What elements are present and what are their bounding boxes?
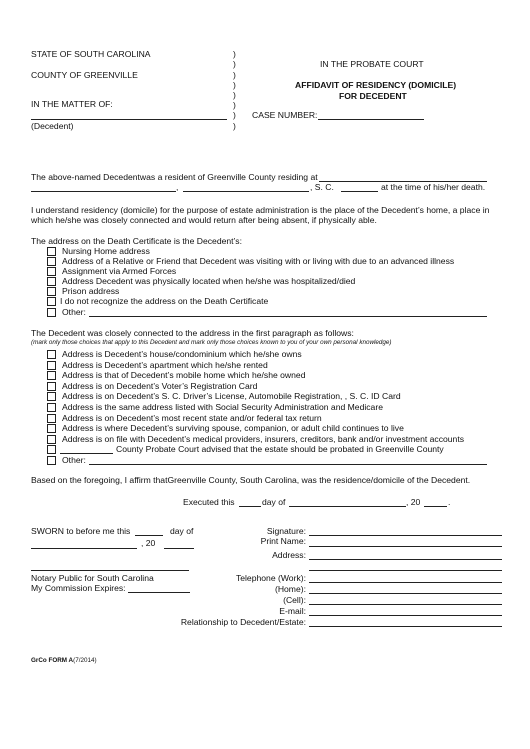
executed-label: Executed this	[183, 497, 235, 507]
executed-year-label: , 20	[406, 497, 421, 507]
relationship-line[interactable]	[309, 626, 502, 627]
checkbox[interactable]	[47, 277, 56, 286]
print-name-label: Print Name:	[260, 536, 306, 546]
sworn-day-line[interactable]	[135, 535, 163, 536]
commission-label: My Commission Expires:	[31, 583, 126, 593]
telephone-cell-label: (Cell):	[283, 595, 306, 605]
bracket: )	[233, 49, 236, 59]
sworn-year-label: , 20	[141, 538, 156, 548]
understand-text-2: which he/she was closely connected and would return after being absent, if physically able.	[31, 215, 377, 225]
checkbox[interactable]	[47, 267, 56, 276]
form-id: GrCo FORM A	[31, 657, 74, 664]
checkbox[interactable]	[47, 287, 56, 296]
intro-text: The above-named Decedentwas a resident of Greenville County residing at	[31, 172, 318, 182]
death-cert-option: I do not recognize the address on the Death Certificate	[60, 296, 269, 306]
death-cert-option: Address of a Relative or Friend that Decedent was visiting with or living with due to an advanced illness	[62, 256, 455, 266]
email-line[interactable]	[309, 615, 502, 616]
sc-label: , S. C.	[310, 182, 334, 192]
email-label: E-mail:	[279, 606, 306, 616]
death-cert-other-line[interactable]	[89, 316, 487, 317]
telephone-work-label: Telephone (Work):	[235, 573, 306, 583]
connected-option: Address is Decedent’s house/condominium which he/she owns	[62, 349, 302, 359]
checkbox[interactable]	[47, 382, 56, 391]
death-cert-option: Assignment via Armed Forces	[62, 266, 177, 276]
checkbox[interactable]	[47, 403, 56, 412]
court-label: IN THE PROBATE COURT	[320, 59, 424, 69]
checkbox[interactable]	[47, 456, 56, 465]
telephone-work-line[interactable]	[309, 582, 502, 583]
checkbox[interactable]	[47, 424, 56, 433]
notary-label: Notary Public for South Carolina	[31, 573, 154, 583]
death-cert-option: Nursing Home address	[62, 246, 150, 256]
executed-year-line[interactable]	[424, 506, 447, 507]
death-cert-option: Address Decedent was physically located when he/she was hospitalized/died	[62, 276, 356, 286]
case-number-label: CASE NUMBER:	[252, 110, 318, 120]
form-subtitle: FOR DECEDENT	[339, 91, 407, 101]
connected-option: Address is on Decedent’s S. C. Driver’s License, Automobile Registration, , S. C. ID Card	[62, 391, 401, 401]
commission-line[interactable]	[128, 592, 190, 593]
case-number-line[interactable]	[318, 119, 424, 120]
death-cert-heading: The address on the Death Certificate is the Decedent’s:	[31, 236, 242, 246]
bracket: )	[233, 70, 236, 80]
connected-option: Address is the same address listed with Social Security Administration and Medicare	[62, 402, 383, 412]
executed-period: .	[448, 497, 451, 507]
connected-option: Address is on Decedent’s Voter’s Registration Card	[62, 381, 258, 391]
executed-day-line[interactable]	[239, 506, 261, 507]
decedent-label: (Decedent)	[31, 121, 74, 131]
address-line-2[interactable]	[309, 570, 502, 571]
sworn-month-line[interactable]	[31, 548, 137, 549]
checkbox[interactable]	[47, 435, 56, 444]
checkbox[interactable]	[47, 308, 56, 317]
form-number	[31, 657, 97, 664]
connected-note: (mark only those choices that apply to this Decedent and mark only those choices known to you of your own personal knowledge)	[31, 339, 392, 346]
comma: ,	[176, 182, 179, 192]
form-date: (7/2014)	[73, 657, 97, 664]
relationship-label: Relationship to Decedent/Estate:	[180, 617, 306, 627]
telephone-cell-line[interactable]	[309, 604, 502, 605]
connected-option: Address is where Decedent’s surviving spouse, companion, or adult child continues to live	[62, 423, 404, 433]
notary-signature-line[interactable]	[31, 570, 189, 571]
sworn-year-line[interactable]	[164, 548, 194, 549]
checkbox[interactable]	[47, 445, 56, 454]
county-label: COUNTY OF GREENVILLE	[31, 70, 138, 80]
connected-option: County Probate Court advised that the estate should be probated in Greenville County	[116, 444, 444, 454]
connected-option: Address is Decedent’s apartment which he/she rented	[62, 360, 268, 370]
address-label: Address:	[272, 550, 306, 560]
checkbox[interactable]	[47, 297, 56, 306]
checkbox[interactable]	[47, 247, 56, 256]
checkbox[interactable]	[47, 392, 56, 401]
connected-option: Address is on file with Decedent’s medical providers, insurers, creditors, bank and/or investment accounts	[62, 434, 465, 444]
connected-other-label: Other:	[62, 455, 86, 465]
connected-option: Address is on Decedent’s most recent state and/or federal tax return	[62, 413, 322, 423]
sworn-label: SWORN to before me this	[31, 526, 131, 536]
checkbox[interactable]	[47, 371, 56, 380]
signature-line[interactable]	[309, 535, 502, 536]
telephone-home-line[interactable]	[309, 593, 502, 594]
connected-other-line[interactable]	[89, 464, 487, 465]
executed-day-of: day of	[262, 497, 286, 507]
zip-line[interactable]	[341, 191, 378, 192]
bracket: )	[233, 100, 236, 110]
connected-option: Address is that of Decedent’s mobile home which he/she owned	[62, 370, 306, 380]
connected-heading: The Decedent was closely connected to the address in the first paragraph as follows:	[31, 328, 354, 338]
address-line-1[interactable]	[309, 559, 502, 560]
bracket: )	[233, 121, 236, 131]
city-line[interactable]	[183, 191, 309, 192]
telephone-home-label: (Home):	[274, 584, 306, 594]
bracket: )	[233, 80, 236, 90]
death-cert-option: Prison address	[62, 286, 120, 296]
affirm-text: Based on the foregoing, I affirm thatGreenville County, South Carolina, was the residence/domicile of the Decedent.	[31, 475, 471, 485]
executed-month-line[interactable]	[289, 506, 406, 507]
county-name-line[interactable]	[60, 453, 113, 454]
form-title: AFFIDAVIT OF RESIDENCY (DOMICILE)	[295, 80, 457, 90]
checkbox[interactable]	[47, 350, 56, 359]
checkbox[interactable]	[47, 257, 56, 266]
bracket: )	[233, 110, 236, 120]
checkbox[interactable]	[47, 414, 56, 423]
street-line[interactable]	[31, 191, 176, 192]
decedent-name-line[interactable]	[31, 119, 227, 120]
bracket: )	[233, 59, 236, 69]
understand-text-1: I understand residency (domicile) for the purpose of estate administration is the place of the Decedent’s home, a place in	[31, 205, 490, 215]
state-label: STATE OF SOUTH CAROLINA	[31, 49, 151, 59]
death-cert-other-label: Other:	[62, 307, 86, 317]
sworn-day-of: day of	[170, 526, 194, 536]
print-name-line[interactable]	[309, 546, 502, 547]
signature-label: Signature:	[266, 526, 306, 536]
matter-label: IN THE MATTER OF:	[31, 99, 113, 109]
checkbox[interactable]	[47, 361, 56, 370]
intro-tail: at the time of his/her death.	[381, 182, 486, 192]
bracket: )	[233, 90, 236, 100]
